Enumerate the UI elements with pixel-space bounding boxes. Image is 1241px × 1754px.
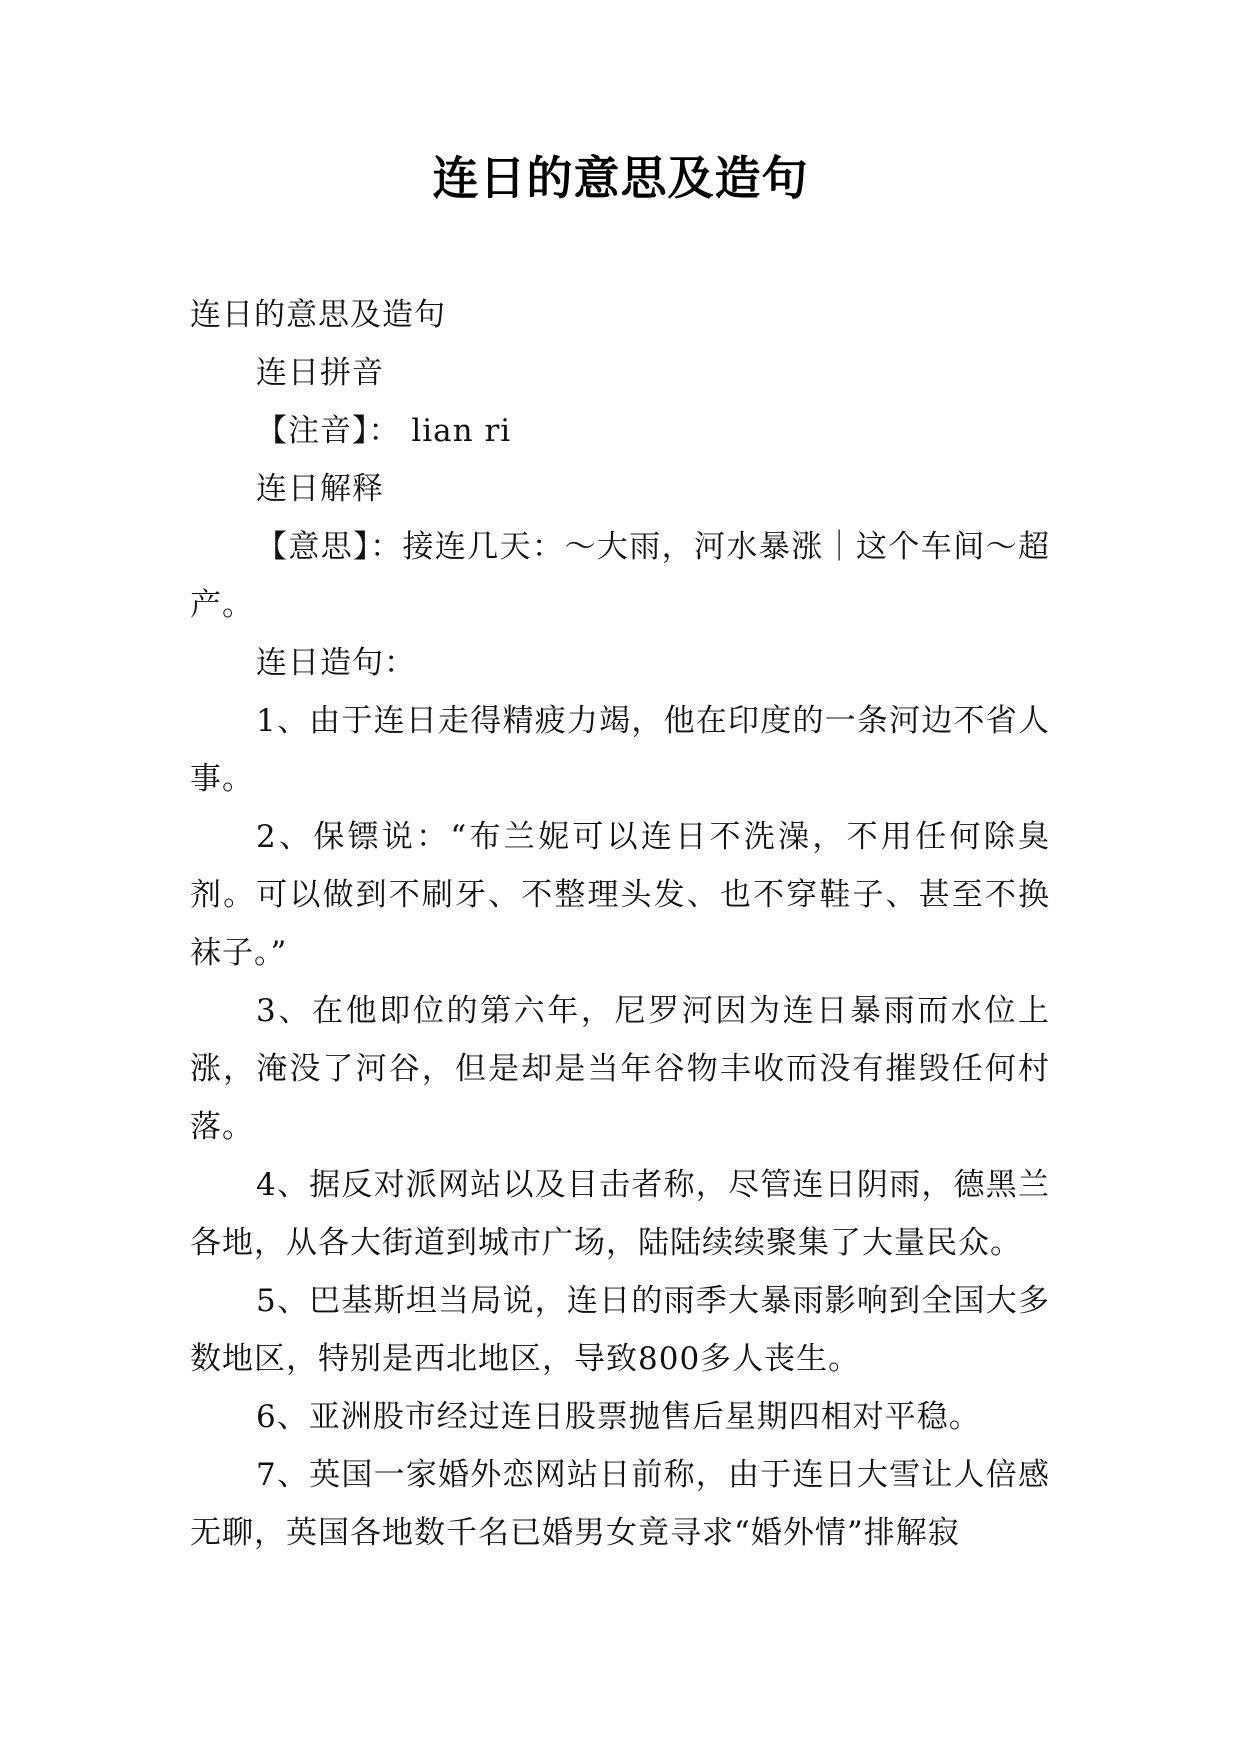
example-sentence-1: 1、由于连日走得精疲力竭，他在印度的一条河边不省人事。: [190, 703, 1050, 797]
document-title: 连日的意思及造句: [432, 151, 809, 205]
example-sentence-6: 6、亚洲股市经过连日股票抛售后星期四相对平稳。: [256, 1399, 981, 1435]
document-body: [190, 286, 1050, 1562]
paragraph-pinyin-heading: 连日拼音: [256, 355, 384, 391]
example-sentence-5: 5、巴基斯坦当局说，连日的雨季大暴雨影响到全国大多数地区，特别是西北地区，导致800多人丧生。: [190, 1283, 1050, 1377]
paragraph-explanation-heading: 连日解释: [256, 471, 384, 507]
paragraph-examples-heading: 连日造句：: [256, 645, 416, 681]
example-sentence-3: 3、在他即位的第六年，尼罗河因为连日暴雨而水位上涨，淹没了河谷，但是却是当年谷物丰收而没有摧毁任何村落。: [190, 993, 1050, 1145]
paragraph-pronunciation: 【注音】： lian ri: [256, 413, 512, 449]
example-sentence-4: 4、据反对派网站以及目击者称，尽管连日阴雨，德黑兰各地，从各大街道到城市广场，陆陆续续聚集了大量民众。: [190, 1167, 1050, 1261]
example-sentence-7: 7、英国一家婚外恋网站日前称，由于连日大雪让人倍感无聊，英国各地数千名已婚男女竟寻求“婚外情”排解寂: [190, 1457, 1050, 1551]
paragraph-heading: 连日的意思及造句: [190, 297, 446, 333]
paragraph-meaning: 【意思】：接连几天：～大雨，河水暴涨｜这个车间～超产。: [190, 529, 1050, 623]
example-sentence-2: 2、保镖说：“布兰妮可以连日不洗澡，不用任何除臭剂。可以做到不刷牙、不整理头发、也不穿鞋子、甚至不换袜子。”: [190, 819, 1050, 971]
